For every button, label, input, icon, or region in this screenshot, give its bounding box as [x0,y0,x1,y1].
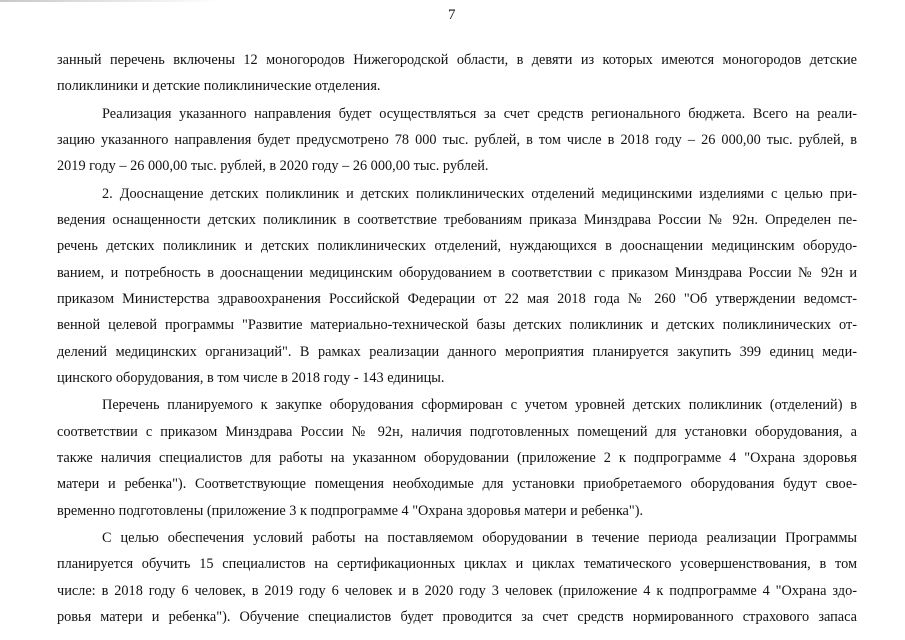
text-line: ванием, и потребность в дооснащении медицинским оборудованием в соответствии с приказом Минздрава России № 92н и [57,264,857,281]
text-line: поликлиники и детские поликлинические отделения. [57,78,381,95]
text-line: зацию указанного направления будет предусмотрено 78 000 тыс. рублей, в том числе в 2018 году – 26 000,00 тыс. рублей, в [57,132,857,149]
paragraph-5 [57,525,857,630]
text-line: ровья матери и ребенка"). Обучение специалистов будет проводится за счет средств нормированного страхового запаса [57,608,857,625]
text-line: также наличия специалистов для работы на указанном оборудовании (приложение 2 к подпрограмме 4 "Охрана здоровья [57,450,857,467]
text-line: речень детских поликлиник и детских поликлинических отделений, нуждающихся в дооснащении медицинским оборудо- [57,238,857,255]
text-line: ведения оснащенности детских поликлиник в соответствие требованиям приказа Минздрава России № 92н. Определен пе- [57,212,857,229]
text-line: Перечень планируемого к закупке оборудования сформирован с учетом уровней детских поликлиник (отделений) в [102,397,857,414]
text-line: числе: в 2018 году 6 человек, в 2019 году 6 человек и в 2020 году 3 человек (приложение 4 к подпрограмме 4 "Охрана здо- [57,582,857,599]
page-number: 7 [448,7,456,23]
paragraph-2 [57,101,857,180]
text-line: цинского оборудования, в том числе в 2018 году - 143 единицы. [57,369,445,386]
text-line: С целью обеспечения условий работы на поставляемом оборудовании в течение периода реализации Программы [102,530,857,547]
text-line: венной целевой программы "Развитие материально-технической базы детских поликлиник и детских поликлинических от- [57,317,857,334]
text-line: занный перечень включены 12 моногородов Нижегородской области, в девяти из которых имеются моногородов детские [57,52,857,68]
text-line: временно подготовлены (приложение 3 к подпрограмме 4 "Охрана здоровья матери и ребенка"). [57,502,644,519]
text-line: матери и ребенка"). Соответствующие помещения необходимые для установки приобретаемого оборудования будут свое- [57,476,857,493]
scan-edge-shadow [0,0,220,2]
paragraph-4 [57,392,857,523]
body-text [57,47,857,630]
text-line: соответствии с приказом Минздрава России № 92н, наличия подготовленных помещений для установки оборудования, а [57,423,857,440]
text-line: делений медицинских организаций". В рамках реализации данного мероприятия планируется закупить 399 единиц меди- [57,343,857,360]
text-line: 2. Дооснащение детских поликлиник и детских поликлинических отделений медицинскими изделиями с целью при- [102,185,857,202]
text-line: Реализация указанного направления будет осуществляться за счет средств регионального бюджета. Всего на реали- [102,105,857,122]
text-line: приказом Министерства здравоохранения Российской Федерации от 22 мая 2018 года № 260 "Об утверждении ведомст- [57,291,857,308]
paragraph-1 [57,47,857,100]
text-line: 2019 году – 26 000,00 тыс. рублей, в 2020 году – 26 000,00 тыс. рублей. [57,158,489,175]
text-line: планируется обучить 15 специалистов на сертификационных циклах и циклах тематического усовершенствования, в том [57,556,857,573]
paragraph-3 [57,181,857,391]
